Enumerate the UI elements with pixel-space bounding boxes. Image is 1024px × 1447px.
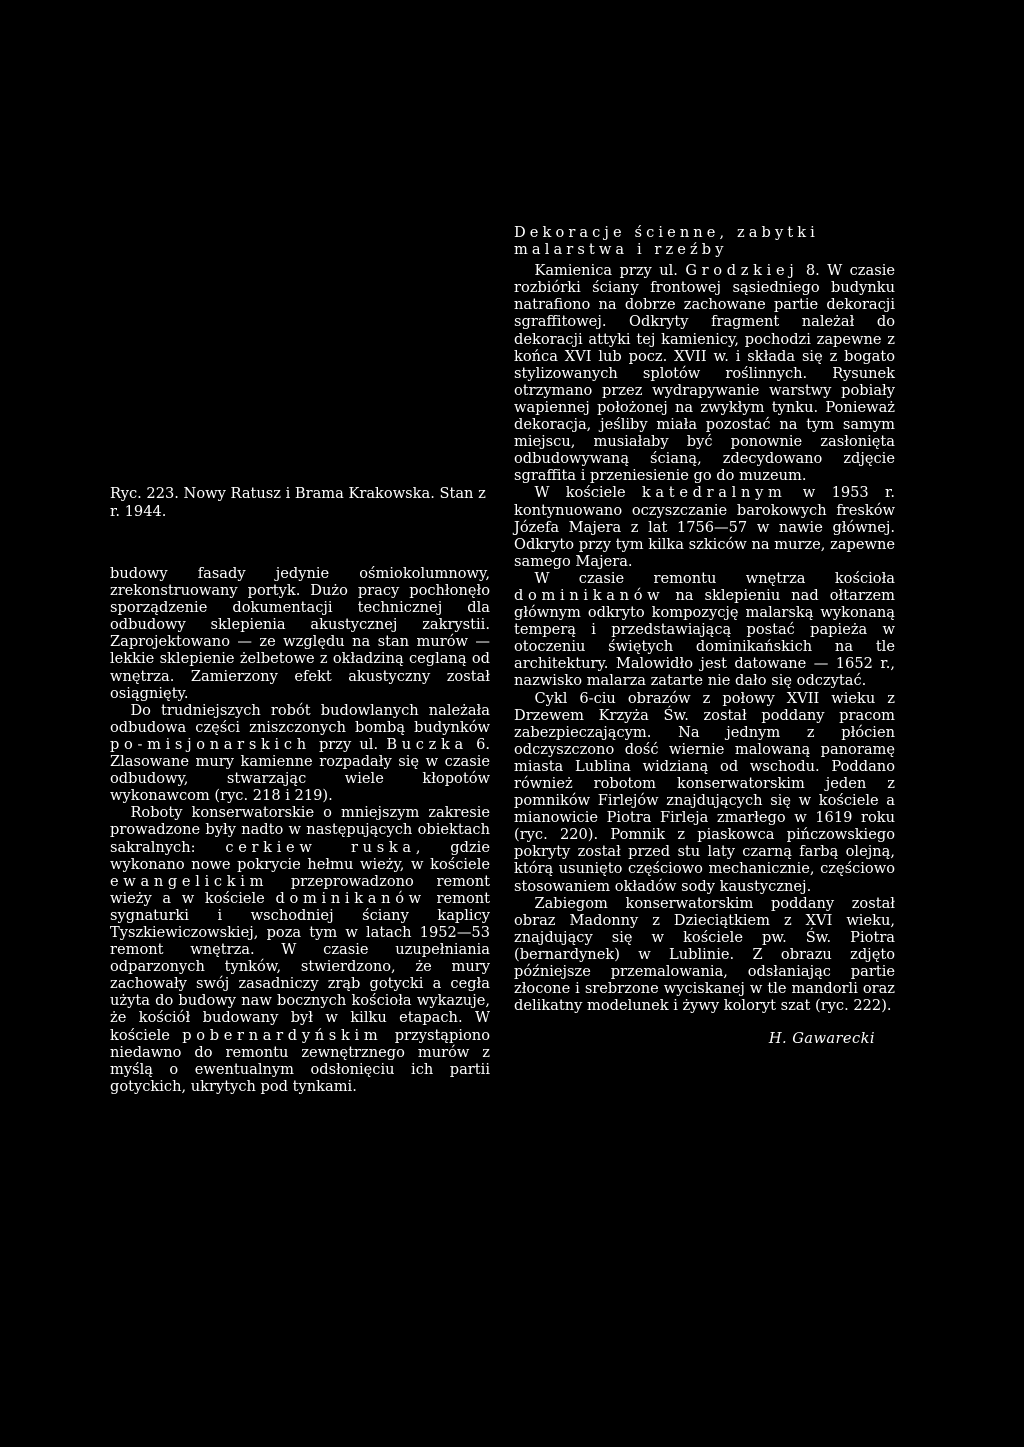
text-run: w 1953 r. kontynuowano oczyszczanie barokowych fresków Józefa Majera z lat 1756—57 w nawie głównej. Odkryto przy tym kilka szkiców na murze, zapewne samego Majera. [514,484,895,570]
paragraph: Cykl 6-ciu obrazów z połowy XVII wieku z Drzewem Krzyża Św. został poddany pracom zabezpieczającym. Na jednym z płócien odczyszczono dość wiernie malowaną panoramę miasta Lublina widzianą od wschodu. Poddano również robotom konserwatorskim jeden z pomników Firlejów znajdujących się w kościele a mianowicie Piotra Firleja zmarłego w 1619 roku (ryc. 220). Pomnik z piaskowca pińczowskiego pokryty został przed stu laty czarną farbą olejną, którą usunięto częściowo mechanicznie, częściowo stosowaniem okładów sody kaustycznej. [514,689,895,895]
text-run: W kościele [534,484,642,502]
spaced-name: Buczka [386,735,468,753]
text-run: W czasie remontu wnętrza kościoła [534,569,895,587]
figure-caption: Ryc. 223. Nowy Ratusz i Brama Krakowska. Stan z r. 1944. [110,485,486,520]
text-run: Roboty konserwatorskie o mniejszym zakresie prowadzone były nadto w następujących obiektach sakralnych: [110,804,490,856]
text-run: przy ul. [310,735,387,753]
spaced-name: dominikanów [275,889,426,907]
spaced-name: ewangelickim [110,872,269,890]
left-column [110,565,490,1095]
spaced-name: katedralnym [641,484,787,502]
text-run: przystąpiono niedawno do remontu zewnętrznego murów z myślą o ewentualnym odsłonięciu ich partii gotyckich, ukrytych pod tynkami. [110,1026,490,1095]
text-run: przeprowadzono remont wieży a w kościele [110,872,490,907]
spaced-name: pobernardyńskim [182,1026,383,1044]
text-run: na sklepieniu nad ołtarzem głównym odkryto kompozycję malarską wykonaną temperą i przedstawiającą postać papieża w otoczeniu świętych dominikańskich na tle architektury. Malowidło jest datowane — 1652 r., nazwisko malarza zatarte nie dało się odczytać. [514,586,895,690]
text-run: Do trudniejszych robót budowlanych należała odbudowa części zniszczonych bombą budynków [110,701,490,736]
right-column [514,224,895,1047]
paragraph: Zabiegom konserwatorskim poddany został obraz Madonny z Dzieciątkiem z XVI wieku, znajdujący się w kościele pw. Św. Piotra (bernardynek) w Lublinie. Z obrazu zdjęto późniejsze przemalowania, odsłaniając partie złocone i srebrzone wyciskanej w tle mandorli oraz delikatny modelunek i żywy koloryt szat (ryc. 222). [514,894,895,1015]
spaced-name: dominikanów [514,586,665,604]
paragraph [514,484,895,569]
text-run: 8. W czasie rozbiórki ściany frontowej sąsiedniego budynku natrafiono na dobrze zachowane partie dekoracji sgraffitowej. Odkryty fragment należał do dekoracji attyki tej kamienicy, pochodzi zapewne z końca XVI lub pocz. XVII w. i składa się z bogato stylizowanych splotów roślinnych. Rysunek otrzymano przez wydrapywanie warstwy pobiały wapiennej położonej na zwykłym tynku. Ponieważ dekoracja, jeśliby miała pozostać na tym samym miejscu, musiałaby być ponownie zasłonięta odbudowywaną ścianą, zdecydowano zdjęcie sgraffita i przeniesienie go do muzeum. [514,262,895,485]
paragraph [514,262,895,484]
paragraph: budowy fasady jedynie ośmiokolumnowy, zrekonstruowany portyk. Dużo pracy pochłonęło sporządzenie dokumentacji technicznej dla odbudowy sklepienia akustycznej zakrystii. Zaprojektowano — ze względu na stan murów — lekkie sklepienie żelbetowe z okładziną ceglaną od wnętrza. Zamierzony efekt akustyczny został osiągnięty. [110,565,490,702]
section-heading: Dekoracje ścienne, zabytki malarstwa i rzeźby [514,224,819,259]
text-run: , gdzie wykonano nowe pokrycie hełmu wieży, w kościele [110,838,490,873]
text-run: Kamienica przy ul. [534,262,686,280]
paragraph [110,702,490,805]
spaced-name: cerkiew ruska [225,838,416,856]
text-run: remont sygnaturki i wschodniej ściany kaplicy Tyszkiewiczowskiej, poza tym w latach 1952—53 remont wnętrza. W czasie uzupełniania odparzonych tynków, stwierdzono, że mury zachowały swój zasadniczy zrąb gotycki a cegła użyta do budowy naw bocznych kościoła wykazuje, że kościół budowany był w kilku etapach. W kościele [110,889,490,1044]
paragraph [514,570,895,690]
author-signature: H. Gawarecki [768,1030,875,1048]
paragraph [110,804,490,1095]
text-run: 6. Zlasowane mury kamienne rozpadały się w czasie odbudowy, stwarzając wiele kłopotów wykonawcom (ryc. 218 i 219). [110,735,490,805]
spaced-name: po-misjonarskich [110,735,311,753]
spaced-name: Grodzkiej [685,262,799,280]
